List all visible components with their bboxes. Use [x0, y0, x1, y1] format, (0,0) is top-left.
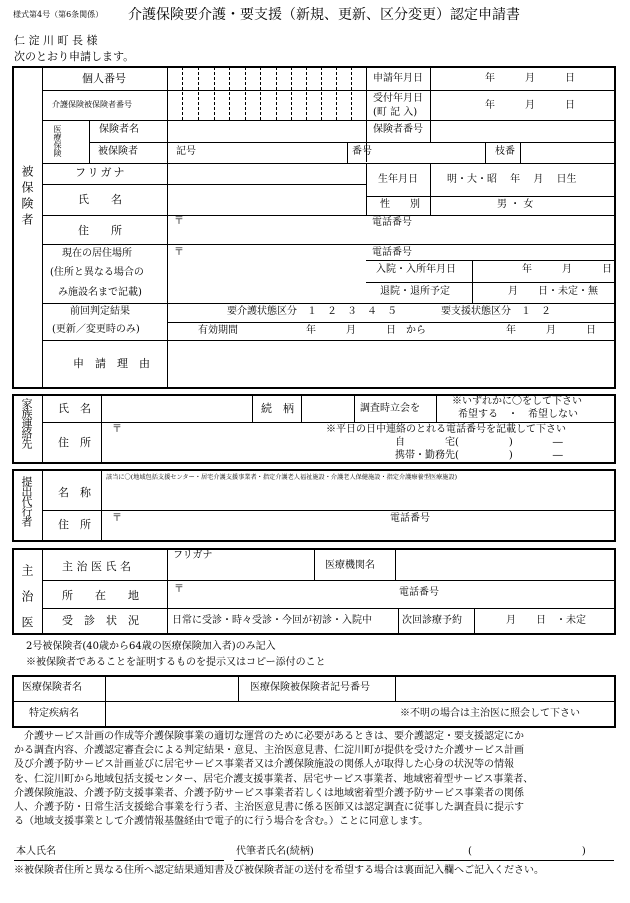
consent-text	[14, 730, 618, 829]
hihokensha-label: 被保険者	[98, 146, 138, 157]
form-number: 様式第4号（第6条関係）	[13, 10, 104, 19]
doctor-jikai-label: 次回診療予約	[402, 615, 462, 626]
taiin-label: 退院・退所予定	[380, 286, 450, 297]
applicant-section-label: 被保険者	[20, 165, 34, 229]
insured2-shippei-note: ※不明の場合は主治医に照会して下さい	[400, 708, 580, 719]
edaban-label: 枝番	[495, 146, 515, 157]
family-postal-mark: 〒	[112, 424, 122, 435]
genzai-label-2: (住所と異なる場合の	[50, 267, 144, 278]
doctor-kikan-label: 医療機関名	[325, 560, 375, 571]
doctor-jukyo-value[interactable]: 日常に受診・時々受診・今回が初診・入院中	[172, 615, 372, 626]
jusho-label: 住 所	[78, 224, 122, 237]
shimei-label: 氏 名	[78, 193, 122, 206]
furigana-label: フリガナ	[75, 166, 127, 179]
footer-note: ※被保険者住所と異なる住所へ認定結果通知書及び被保険者証の送付を希望する場合は裏面記入欄へご記入ください。	[14, 865, 544, 876]
insured2-kigo-label: 医療保険被保険者記号番号	[250, 682, 370, 693]
family-tachiai-options[interactable]: 希望する ・ 希望しない	[458, 409, 578, 420]
insured2-hokenja-label: 医療保険者名	[22, 682, 82, 693]
agent-denwa-label: 電話番号	[390, 513, 430, 524]
family-tachiai-note: ※いずれかに〇をして下さい	[452, 396, 582, 407]
agent-postal-mark: 〒	[112, 513, 122, 524]
postal-mark: 〒	[174, 216, 184, 227]
uketsuke-date-value[interactable]: 年 月 日	[485, 100, 575, 111]
denwa-label: 電話番号	[372, 217, 412, 228]
hihoken-bango-label: 介護保険被保険者番号	[52, 100, 132, 109]
kigo-label: 記号	[176, 146, 196, 157]
kaigo-kubun[interactable]: 要介護状態区分 １ ２ ３ ４ ５	[227, 306, 397, 317]
insured2-note-1: 2号被保険者(40歳から64歳の医療保険加入者)のみ記入	[26, 641, 276, 652]
bango-label: 番号	[352, 146, 372, 157]
kojin-bango-label: 個人番号	[82, 72, 126, 85]
family-keitai[interactable]: 携帯・勤務先( ) ―	[395, 450, 563, 461]
yuko-value[interactable]: 年 月 日 から 年 月 日	[306, 325, 596, 336]
doctor-jukyo-label: 受 診 状 況	[62, 614, 139, 627]
uketsuke-label-2: (町 記 入)	[373, 107, 418, 118]
agent-section-label: 提出代行者	[20, 476, 33, 526]
genzai-label-3: み施設名まで記載)	[58, 287, 142, 298]
doctor-denwa-label: 電話番号	[399, 587, 439, 598]
shinsei-date-label: 申請年月日	[373, 73, 423, 84]
seinengappi-label: 生年月日	[378, 174, 418, 185]
doctor-jikai-value[interactable]: 月 日 ・未定	[506, 615, 586, 626]
family-daytime-note: ※平日の日中連絡のとれる電話番号を記載して下さい	[326, 424, 566, 435]
consent-line: 介護サービス計画の作成等介護保険事業の適切な運営のために必要があるときは、要介護認定・要支援認定にか	[14, 731, 524, 742]
hokenja-mei-label: 保険者名	[99, 124, 139, 135]
agent-jusho-label: 住 所	[58, 518, 91, 531]
genzai-label-1: 現在の居住場所	[62, 248, 132, 259]
seibetsu-label: 性 別	[380, 199, 420, 210]
family-jitaku[interactable]: 自 宅( ) ―	[395, 437, 563, 448]
doctor-section-label: 主治医	[20, 564, 34, 642]
agent-meisho-label: 名 称	[58, 486, 91, 499]
family-jusho-label: 住 所	[58, 436, 91, 449]
zenkai-label-2: (更新／変更時のみ)	[52, 324, 140, 335]
consent-line: 及び介護予防サービス計画並びに居宅サービス事業者又は介護保険施設の関係人が取得した心身の状況等の情報	[14, 759, 514, 771]
daihitsu-label: 代筆者氏名(続柄)	[236, 846, 314, 857]
consent-line: 人、介護予防・日常生活支援総合事業を行う者、主治医意見書に係る医師又は認定調査に従事した調査員に提示す	[14, 802, 524, 814]
consent-line: を、仁淀川町から地域包括支援センター、居宅介護支援事業者、居宅サービス事業者、地域密着型サービス事業者、	[14, 773, 534, 785]
denwa-label-2: 電話番号	[372, 247, 412, 258]
consent-line: 介護保険施設、介護予防支援事業者、介護予防サービス事業者若しくは地域密着型介護予防サービス事業者の関係	[14, 787, 524, 799]
postal-mark-2: 〒	[174, 247, 184, 258]
zenkai-label-1: 前回判定結果	[70, 306, 130, 317]
doctor-postal-mark: 〒	[174, 584, 184, 595]
nyuin-label: 入院・入所年月日	[376, 264, 456, 275]
doctor-shimei-label: 主 治 医 氏 名	[62, 560, 131, 573]
family-tachiai-label: 調査時立会を	[360, 403, 420, 414]
family-zokugara-label: 続 柄	[261, 402, 294, 415]
honnin-label: 本人氏名	[16, 846, 56, 857]
insured2-note-2: ※被保険者であることを証明するものを提示又はコピー添付のこと	[26, 657, 326, 668]
taiin-value[interactable]: 月 日・未定・無	[508, 286, 598, 297]
family-section-label: 家族連絡先	[20, 398, 33, 448]
nyuin-value[interactable]: 年 月 日	[522, 264, 612, 275]
consent-line: る（地域支援事業として介護情報基盤経由で電子的に行う場合を含む。）ことに同意します。	[14, 816, 429, 828]
yuko-label: 有効期間	[198, 325, 238, 336]
uketsuke-label-1: 受付年月日	[373, 93, 423, 104]
daihitsu-paren[interactable]: ( )	[468, 846, 586, 857]
iryo-hoken-label: 医療保険	[53, 125, 62, 157]
shien-kubun[interactable]: 要支援状態区分 １ ２	[441, 306, 551, 317]
insured2-shippei-label: 特定疾病名	[29, 708, 79, 719]
seibetsu-value[interactable]: 男 ・ 女	[497, 199, 534, 210]
addressee: 仁 淀 川 町 長 様	[14, 34, 98, 47]
page-title: 介護保険要介護・要支援（新規、更新、区分変更）認定申請書	[128, 7, 520, 23]
family-shimei-label: 氏 名	[58, 402, 91, 415]
riyu-label: 申 請 理 由	[73, 357, 150, 370]
doctor-shozaichi-label: 所 在 地	[62, 589, 139, 602]
agent-note: 該当に〇(地域包括支援センター・居宅介護支援事業者・指定介護老人福祉施設・介護老人保健施設・指定介護療養型医療施設)	[106, 474, 458, 481]
doctor-furigana-label: フリガナ	[173, 550, 213, 561]
shinsei-date-value[interactable]: 年 月 日	[485, 73, 575, 84]
intro-text: 次のとおり申請します。	[14, 50, 135, 63]
consent-line: かる調査内容、介護認定審査会による判定結果・意見、主治医意見書、仁淀川町が提供を受けた介護サービス計画	[14, 745, 524, 757]
seinengappi-value[interactable]: 明・大・昭 年 月 日生	[447, 174, 577, 185]
hokenja-bango-label: 保険者番号	[373, 124, 423, 135]
